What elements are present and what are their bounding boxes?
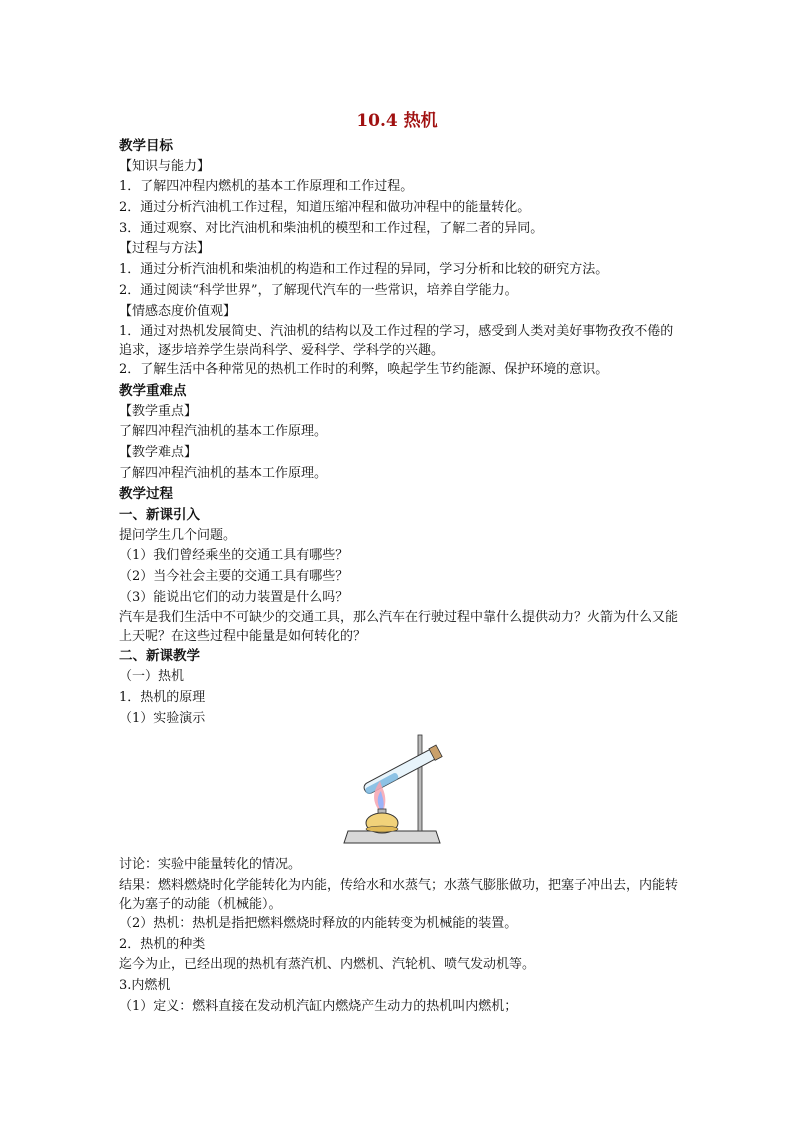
new-teaching-heading: 二、新课教学 bbox=[119, 648, 200, 665]
intro-line: （2）当今社会主要的交通工具有哪些？ bbox=[119, 569, 349, 585]
test-tube-apparatus-illustration bbox=[340, 731, 460, 851]
emotion-heading: 【情感态度价值观】 bbox=[119, 303, 237, 319]
intro-line: （3）能说出它们的动力装置是什么吗？ bbox=[119, 589, 349, 605]
intro-line: （1）我们曾经乘坐的交通工具有哪些？ bbox=[119, 548, 349, 564]
knowledge-item: 3．通过观察、对比汽油机和柴油机的模型和工作过程，了解二者的异同。 bbox=[119, 220, 544, 236]
emotion-item: 1．通过对热机发展简史、汽油机的结构以及工作过程的学习，感受到人类对美好事物孜孜不倦的追求，逐步培养学生崇尚科学、爱科学、学科学的兴趣。 bbox=[119, 324, 674, 359]
document-title: 10.4 热机 bbox=[356, 111, 438, 131]
types: 迄今为止，已经出现的热机有蒸汽机、内燃机、汽轮机、喷气发动机等。 bbox=[119, 957, 536, 973]
new-line: （1）实验演示 bbox=[119, 710, 206, 726]
difficulty-heading: 【教学难点】 bbox=[119, 444, 198, 460]
discussion: 讨论：实验中能量转化的情况。 bbox=[119, 857, 302, 873]
ice-heading: 3.内燃机 bbox=[119, 977, 171, 993]
process-item: 1．通过分析汽油机和柴油机的构造和工作过程的异同，学习分析和比较的研究方法。 bbox=[119, 262, 609, 278]
intro-paragraph: 汽车是我们生活中不可缺少的交通工具，那么汽车在行驶过程中靠什么提供动力？火箭为什么又能上天呢？在这些过程中能量是如何转化的？ bbox=[119, 610, 679, 645]
experiment-figure bbox=[119, 729, 679, 855]
new-line: （一）热机 bbox=[119, 669, 185, 685]
key-point: 了解四冲程汽油机的基本工作原理。 bbox=[119, 424, 328, 440]
knowledge-heading: 【知识与能力】 bbox=[119, 158, 211, 174]
difficulty: 了解四冲程汽油机的基本工作原理。 bbox=[119, 465, 328, 481]
goals-heading: 教学目标 bbox=[119, 138, 173, 154]
document-body bbox=[119, 136, 679, 1017]
teaching-process-heading: 教学过程 bbox=[119, 486, 173, 503]
emotion-item: 2．了解生活中各种常见的热机工作时的利弊，唤起学生节约能源、保护环境的意识。 bbox=[119, 362, 609, 378]
ice-definition: （1）定义：燃料直接在发动机汽缸内燃烧产生动力的热机叫内燃机； bbox=[119, 998, 518, 1014]
types-heading: 2．热机的种类 bbox=[119, 936, 206, 952]
intro-heading: 一、新课引入 bbox=[119, 507, 200, 523]
heat-engine-definition: （2）热机：热机是指把燃料燃烧时释放的内能转变为机械能的装置。 bbox=[119, 915, 518, 931]
process-heading: 【过程与方法】 bbox=[119, 241, 211, 257]
result: 结果：燃料燃烧时化学能转化为内能，传给水和水蒸气；水蒸气膨胀做功，把塞子冲出去，内能转化为塞子的动能（机械能）。 bbox=[119, 877, 679, 912]
key-point-heading: 【教学重点】 bbox=[119, 403, 198, 419]
process-item: 2．通过阅读“科学世界”，了解现代汽车的一些常识，培养自学能力。 bbox=[119, 282, 518, 298]
knowledge-item: 2．通过分析汽油机工作过程，知道压缩冲程和做功冲程中的能量转化。 bbox=[119, 200, 531, 216]
knowledge-item: 1．了解四冲程内燃机的基本工作原理和工作过程。 bbox=[119, 179, 414, 195]
key-heading: 教学重难点 bbox=[119, 382, 187, 399]
new-line: 1．热机的原理 bbox=[119, 689, 206, 705]
intro-line: 提问学生几个问题。 bbox=[119, 527, 237, 543]
